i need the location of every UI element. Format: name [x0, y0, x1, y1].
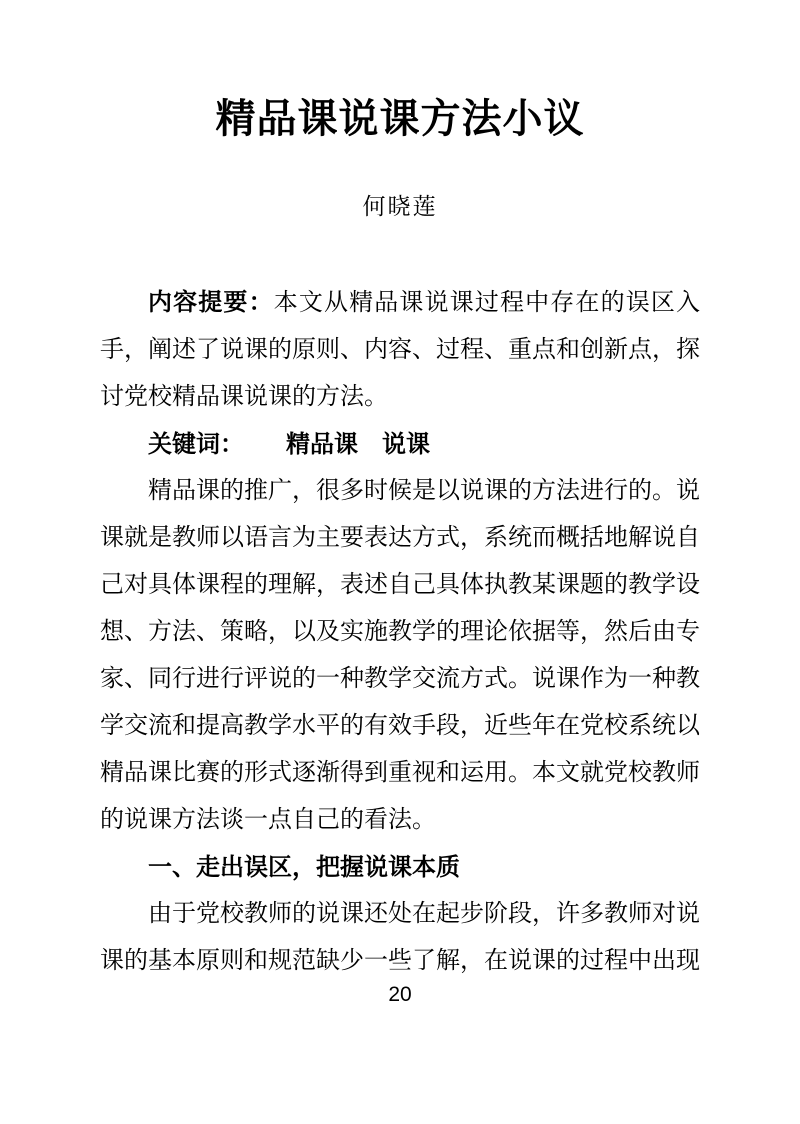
- abstract-label: 内容提要：: [148, 289, 274, 316]
- section1-heading: 一、走出误区，把握说课本质: [148, 854, 460, 881]
- keywords-text: 精品课 说课: [286, 431, 430, 458]
- abstract-text: 本文从精品课说课过程中存在的误区入手，阐述了说课的原则、内容、过程、重点和创新点，探讨党校精品课说课的方法。: [100, 290, 701, 410]
- document-title: 精品课说课方法小议: [215, 96, 585, 141]
- intro-paragraph: 精品课的推广，很多时候是以说课的方法进行的。说课就是教师以语言为主要表达方式，系统而概括地解说自己对具体课程的理解，表述自己具体执教某课题的教学设想、方法、策略，以及实施教学的理论依据等，然后由专家、同行进行评说的一种教学交流方式。说课作为一种教学交流和提高教学水平的有效手段，近些年在党校系统以精品课比赛的形式逐渐得到重视和运用。本文就党校教师的说课方法谈一点自己的看法。: [100, 478, 700, 833]
- keywords-label: 关键词：: [148, 431, 244, 458]
- page-number: 20: [388, 983, 412, 1006]
- keywords-line: [100, 421, 700, 468]
- author-name: 何晓莲: [362, 194, 438, 219]
- abstract-paragraph: [100, 279, 700, 421]
- section1-paragraph: 由于党校教师的说课还处在起步阶段，许多教师对说课的基本原则和规范缺少一些了解，在说课的过程中出现: [100, 901, 700, 974]
- document-body: [100, 279, 700, 985]
- document-content: [100, 0, 700, 985]
